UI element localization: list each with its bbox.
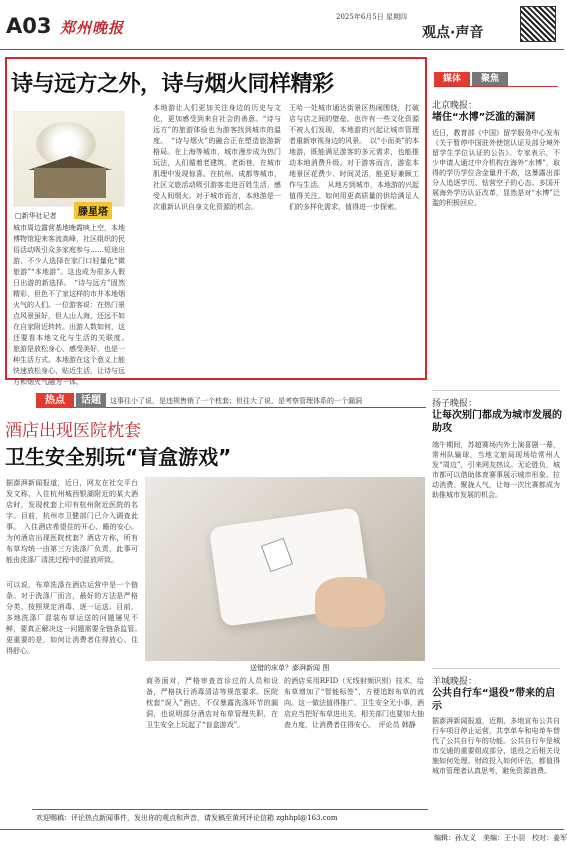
- hotel-article-title-line1: 酒店出现医院枕套: [5, 421, 141, 441]
- hotel-column-1: 据澎湃新闻报道，近日，网友在社交平台发文称，入住杭州城西银湖附近的某大酒店时，发现枕套上印有杭州附近医院的名字。目前，杭州市卫健部门已介入调查此事。 入住酒店希望住的开心、睡的安心。为何酒店出现医院枕套？酒店方称，所有布草均统一由第三方洗涤厂负责，此事可能由洗涤厂清洗过程中的混放所致。: [6, 479, 138, 564]
- page-bottom-rule: [0, 829, 564, 830]
- lead-title: 诗与远方之外，诗与烟火同样精彩: [11, 72, 334, 97]
- item-3-body: 据澎湃新闻报道，近期，多地宣布公共自行车项目停止运营，共享单车和电单车替代了公共自行车的功能。公共自行车是城市交通的重要组成部分，退役之后相关设施如何处理、财政投入如何评估，都值得城市管理者认真思考，避免资源浪费。: [432, 717, 560, 775]
- media-tag: 媒体: [434, 72, 470, 86]
- hotel-column-2: 可以说，布草洗涤在酒店运营中是一个链条。对于洗涤厂而言，最好的方法是严格分类、按照规定消毒、逐一运送。目前，多地洗涤厂混装布草运送的问题屡见不鲜，要真正解决这一问题需要全链条监管。 更重要的是，如何让消费者住得放心、住得舒心。: [6, 581, 145, 655]
- divider: [432, 668, 560, 669]
- item-3-headline: 公共自行车“退役”带来的启示: [432, 688, 556, 712]
- divider: [432, 390, 560, 391]
- lead-column-2: 本地游让人们更加关注身边的历史与文化，更加感受到来自社会的善意。“诗与远方”的旅游体验也为游客找到城市的温度。 “诗与烟火”的融合正在塑造旅游新格局。在上海等城市，城市漫步成为热门玩法，人们循着老建筑、老街巷，在城市肌理中发现惊喜。在杭州、成都等城市，社区文旅活动吸引游客走进百姓生活，感受人间烟火。对于城市而言，本地游是一次重新认识自身文化资源的机会。: [153, 104, 281, 211]
- hand-shape: [315, 577, 385, 627]
- masthead: [0, 0, 564, 50]
- topic-tag: 话题: [76, 393, 106, 408]
- author-line: □新华社记者: [15, 212, 57, 220]
- author-tag: 滕星塔: [74, 202, 112, 219]
- house-shape: [34, 168, 106, 198]
- page-number: A03: [6, 14, 52, 38]
- lead-column-1: 城市周边露营基地晚霞映上空，本地博物馆迎来客流高峰，社区组织的民俗活动吸引众多家庭参与……短途出游、不少人选择在家门口轻量化“微旅游”“本地游”。这也成为很多人假日出游的新选择。 “诗与远方”固然精彩，但色不了家这样的市井本地烟火气的人们。一位游客说：在热门景点风景虽好，但人山人海，还远不如在自家附近转转。出游人数如何，这还要看本地文化与生活的关联度。 旅游是放松身心、感受美好，也是一种生活方式。本地游在这个意义上能快速放松身心、贴近生活，让诗与远方和烟火气融为一体。: [13, 224, 132, 386]
- qr-code-icon: [520, 6, 556, 42]
- item-2-source: 扬子晚报：: [432, 399, 478, 409]
- section-name: 观点·声音: [422, 25, 484, 41]
- submission-note: 欢迎赐稿：评论热点新闻事件，发出你的观点和声音，请发稿至黄河评论信箱 zghhpl@163.com: [36, 814, 338, 822]
- editors-credit: 编辑：孙友义 美编：王小羽 校对：姜军: [434, 834, 567, 842]
- newspaper-logo: 郑州晚报: [60, 19, 125, 37]
- item-2-headline: 让每次别门都成为城市发展的助攻: [432, 410, 562, 434]
- hot-summary: 这事往小了说，是违规售销了一个枕套；但往大了说，是考察管理体系的一个漏洞: [110, 397, 362, 405]
- hotel-column-4: 的酒店采用RFID（无线射频识别）技术，给布草增加了“智能标签”，方便追踪布草的流向。这一做法值得推广。卫生安全无小事，酒店应当把好布草进出关，相关部门也要加大抽查力度，让消费者住得安心。 评论员 韩静: [284, 677, 424, 729]
- focus-tag: 聚焦: [472, 72, 508, 86]
- photo-caption: 送错的床单？澎湃新闻 图: [250, 664, 330, 672]
- hotel-photo: [145, 477, 425, 661]
- hot-tag: 热点: [36, 393, 74, 408]
- lead-article: [5, 57, 427, 386]
- item-2-body: 端午期间，苏超赛场内外上演喜剧一幕，常州队输球，当地文旅局现场给常州人发“周边”，引来网友热议。无论胜负，城市都可以借助体育赛事展示城市形象、拉动消费、聚拢人气，让每一次比赛都成为助推城市发展的机会。: [432, 441, 560, 499]
- item-1-body: 近日，教育部《中国》留学服务中心发布《关于暂停中国驻外使馆认证及部分境外留学生学位认证的公告》。专家表示，不少申请人通过中介机构在海外“水博”，取得的学历学位含金量并不高，这暴露出部分人追逐学历、钻营空子的心态。多国开展海外学历认证改革，显然是对“水博”泛滥的积极回应。: [432, 129, 560, 207]
- item-1-headline: 堵住“水博”泛滥的漏洞: [432, 112, 536, 123]
- item-3-source: 羊城晚报：: [432, 677, 478, 687]
- item-1-source: 北京晚报：: [432, 101, 478, 111]
- hotel-article-title-line2: 卫生安全别玩“盲盒游戏”: [5, 445, 232, 469]
- lead-column-3: 王哈一处城市通达街景区热闹围绕，打破店与店之间的壁垒。也许有一些文化资源不被人们发现，本地游的兴起让城市管理者重新审视身边的风景。 以“小而美”的本地游，既能满足游客的多元需求，也能推动本地消费升级。对于游客而言，游览本地景区花费少、时间灵活，能更好兼顾工作与生活。 从地方到城市，本地游的兴起值得关注。如何用更高质量的供给满足人们的多样化需求，值得进一步探索。: [289, 104, 419, 211]
- right-column-rule: [434, 86, 558, 87]
- hotel-column-3: 商务面对，严格审查首诊过的人员和设备，严格执行消毒清洁等规范要求。医院枕套“误入”酒店，不仅暴露洗涤环节的漏洞，也说明部分酒店对布草管理失职，在卫生安全上玩起了“盲盒游戏”。: [146, 677, 278, 729]
- issue-date: 2025年6月5日 星期四: [336, 13, 407, 21]
